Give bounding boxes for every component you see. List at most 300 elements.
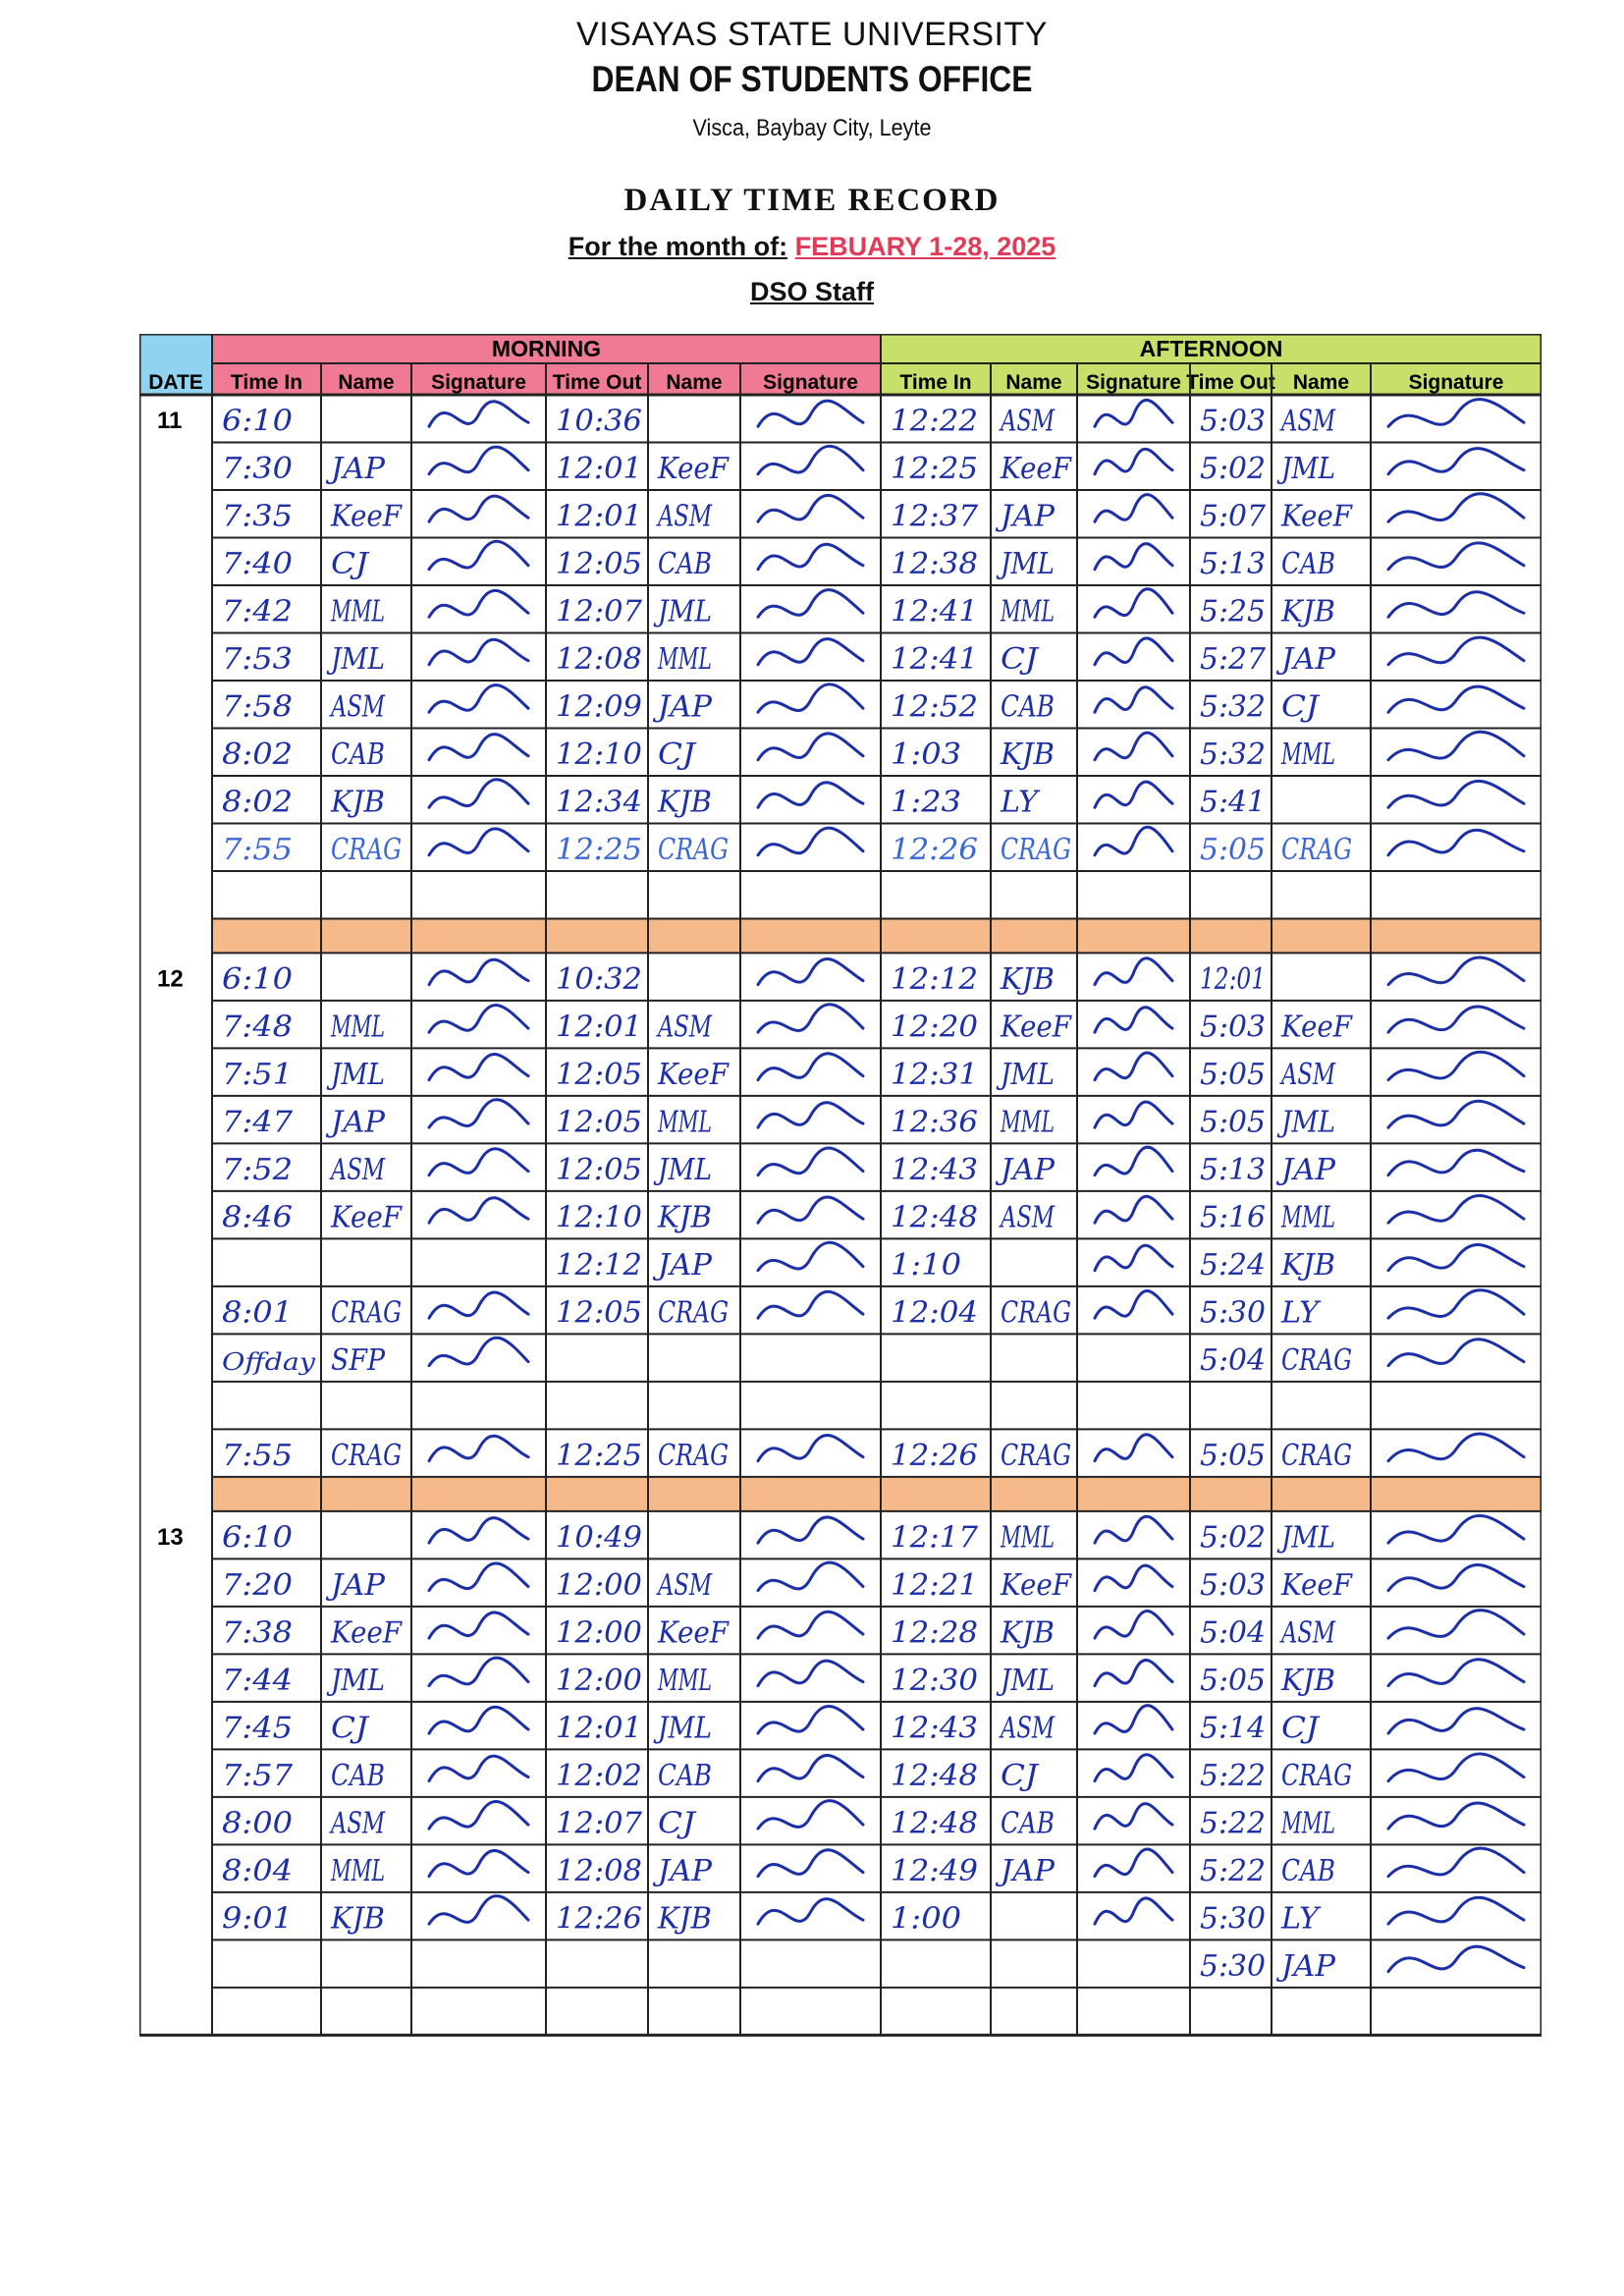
entry-name: KeeF [657, 1615, 731, 1651]
entry-time: 5:22 [1200, 1853, 1266, 1888]
signature [1388, 592, 1524, 617]
signature [758, 1197, 863, 1223]
entry-name: MML [1000, 594, 1055, 629]
entry-time: Offday [222, 1347, 316, 1376]
entry-time: 7:55 [222, 833, 293, 867]
entry-time: 12:48 [891, 1200, 978, 1235]
entry-name: KJB [1280, 1247, 1335, 1283]
entry-name: JML [995, 547, 1055, 581]
signature [1388, 1564, 1524, 1590]
entry-name: JML [995, 1663, 1055, 1698]
entry-name: CJ [331, 1711, 371, 1746]
signature [1388, 1052, 1524, 1079]
signature [758, 1801, 863, 1829]
signature [1388, 1339, 1524, 1366]
signature [1095, 958, 1172, 985]
entry-time: 12:05 [556, 1057, 642, 1092]
signature [1095, 1102, 1172, 1127]
signature [429, 1707, 528, 1733]
entry-time: 12:05 [556, 1152, 642, 1187]
entry-time: 6:10 [222, 961, 293, 997]
entry-time: 12:52 [891, 689, 978, 725]
signature [1388, 637, 1524, 665]
signature [1095, 449, 1172, 473]
entry-time: 9:01 [222, 1901, 293, 1937]
signature [758, 1436, 863, 1461]
entry-time: 12:09 [556, 689, 642, 725]
entry-name: KeeF [330, 499, 404, 534]
entry-name: ASM [998, 1711, 1056, 1746]
entry-name: ASM [328, 1806, 386, 1841]
entry-name: JAP [651, 689, 713, 725]
entry-time: 7:45 [222, 1711, 293, 1746]
office-address: Visca, Baybay City, Leyte [692, 115, 932, 141]
column-header: Signature [1408, 371, 1504, 394]
signature [429, 1518, 528, 1543]
entry-time: 1:00 [891, 1901, 961, 1937]
entry-time: 12:04 [891, 1295, 978, 1331]
entry-name: CRAG [1281, 833, 1352, 867]
signature [1388, 1754, 1524, 1781]
entry-time: 12:48 [891, 1758, 978, 1793]
entry-name: LY [1279, 1901, 1323, 1937]
entry-time: 12:12 [891, 961, 978, 997]
entry-time: 12:02 [556, 1758, 642, 1793]
entry-name: CRAG [331, 833, 402, 867]
entry-name: KJB [1000, 1615, 1055, 1651]
signature [1388, 732, 1524, 759]
entry-time: 12:00 [556, 1663, 642, 1698]
signature [1388, 494, 1524, 521]
entry-time: 12:10 [556, 1200, 642, 1235]
signature [429, 1198, 528, 1223]
entry-name: MML [657, 1105, 712, 1140]
entry-time: 7:57 [222, 1758, 294, 1793]
entry-time: 12:26 [891, 1438, 978, 1473]
entry-time: 5:30 [1200, 1295, 1266, 1331]
entry-time: 5:32 [1200, 689, 1266, 725]
signature [429, 447, 528, 474]
entry-time: 8:46 [222, 1200, 293, 1235]
signature [1388, 1196, 1524, 1224]
column-header: Time Out [1186, 371, 1275, 394]
signature [758, 1755, 863, 1780]
signature [429, 590, 528, 617]
month-value: FEBUARY 1-28, 2025 [794, 232, 1056, 261]
entry-time: 8:00 [222, 1806, 293, 1841]
entry-time: 8:01 [222, 1295, 293, 1331]
signature [758, 1850, 863, 1877]
entry-name: MML [330, 1853, 385, 1888]
entry-name: JAP [1274, 642, 1336, 677]
entry-time: 12:08 [556, 642, 642, 677]
entry-time: 5:03 [1200, 404, 1266, 439]
signature [758, 1242, 863, 1270]
signature [758, 590, 863, 618]
entry-name: KJB [330, 1901, 385, 1937]
entry-time: 7:47 [222, 1105, 294, 1140]
entry-time: 12:20 [891, 1010, 978, 1045]
entry-name: ASM [328, 1152, 386, 1187]
entry-name: CRAG [331, 1295, 402, 1331]
signature [758, 1661, 863, 1685]
entry-name: JAP [651, 1247, 713, 1283]
entry-name: LY [999, 785, 1042, 820]
entry-name: KeeF [1000, 1010, 1073, 1045]
signature [758, 1148, 863, 1175]
entry-time: 10:49 [556, 1520, 642, 1556]
entry-time: 5:02 [1200, 452, 1266, 486]
signature [758, 639, 863, 665]
entry-name: ASM [1278, 1615, 1336, 1651]
signature [1095, 638, 1172, 665]
entry-name: KeeF [1280, 1010, 1354, 1045]
entry-time: 8:04 [222, 1853, 293, 1888]
signature [429, 1149, 528, 1175]
entry-time: 12:26 [891, 833, 978, 867]
entry-time: 5:05 [1200, 1663, 1266, 1698]
entry-name: KeeF [657, 452, 731, 486]
entry-name: JML [325, 1663, 385, 1698]
signature [758, 495, 863, 521]
entry-name: SFP [331, 1342, 386, 1378]
entry-name: KeeF [1000, 452, 1073, 486]
entry-time: 12:26 [556, 1901, 642, 1937]
entry-name: KeeF [657, 1057, 731, 1092]
entry-time: 12:08 [556, 1853, 642, 1888]
entry-time: 5:30 [1200, 1901, 1266, 1937]
entry-name: CJ [1281, 1711, 1322, 1746]
signature [1388, 1434, 1524, 1461]
entry-time: 7:40 [222, 547, 293, 581]
entry-time: 5:02 [1200, 1520, 1266, 1556]
entry-name: JAP [1274, 1152, 1336, 1187]
signature [1095, 1660, 1172, 1685]
entry-name: MML [657, 642, 712, 677]
entry-name: JML [652, 1711, 712, 1746]
signature [429, 402, 528, 426]
month-label: For the month of: [568, 232, 788, 261]
signature [1388, 781, 1524, 807]
entry-name: ASM [1278, 1057, 1336, 1092]
entry-time: 5:13 [1200, 547, 1266, 581]
entry-time: 12:01 [1200, 961, 1266, 997]
column-header: Name [1292, 371, 1350, 394]
signature [429, 1801, 528, 1829]
entry-time: 12:17 [891, 1520, 979, 1556]
entry-name: KJB [1000, 738, 1055, 772]
entry-time: 7:38 [222, 1615, 293, 1651]
signature [1388, 1245, 1524, 1271]
signature [1388, 1515, 1524, 1543]
entry-name: KeeF [330, 1615, 404, 1651]
signature [1388, 1611, 1524, 1638]
signature [1095, 589, 1172, 617]
entry-name: CRAG [1281, 1342, 1352, 1378]
signature [429, 639, 528, 664]
entry-time: 5:05 [1200, 833, 1266, 867]
column-header: Name [338, 371, 395, 394]
entry-time: 10:36 [556, 404, 642, 439]
entry-name: MML [330, 594, 385, 629]
entry-name: CAB [1001, 689, 1055, 725]
signature [429, 1055, 528, 1080]
signature [1388, 1101, 1524, 1127]
entry-name: CRAG [1281, 1438, 1352, 1473]
entry-name: MML [1280, 1806, 1335, 1841]
signature [1388, 400, 1524, 427]
signature [758, 1706, 863, 1733]
entry-time: 12:01 [556, 1010, 642, 1045]
entry-time: 12:22 [891, 404, 978, 439]
column-header: Name [1005, 371, 1062, 394]
signature [1095, 1147, 1172, 1175]
entry-name: KeeF [1280, 1567, 1354, 1603]
signature [429, 735, 528, 760]
entry-time: 1:23 [891, 785, 961, 820]
signature [429, 1100, 528, 1127]
entry-time: 12:05 [556, 547, 642, 581]
entry-name: CRAG [1281, 1758, 1352, 1793]
entry-name: JAP [994, 1152, 1056, 1187]
signature [1095, 1611, 1172, 1638]
entry-name: CRAG [331, 1438, 402, 1473]
signature [758, 684, 863, 712]
entry-time: 12:43 [891, 1152, 978, 1187]
entry-name: JML [1275, 1105, 1335, 1140]
signature [1388, 1709, 1524, 1733]
entry-time: 7:20 [222, 1567, 293, 1603]
signature [1095, 1898, 1172, 1924]
entry-name: JAP [324, 1567, 386, 1603]
entry-time: 5:41 [1200, 785, 1266, 820]
afternoon-label: AFTERNOON [1139, 336, 1283, 361]
entry-name: LY [1279, 1295, 1323, 1331]
entry-time: 12:28 [891, 1615, 978, 1651]
entry-time: 12:41 [891, 642, 978, 677]
entry-name: CRAG [658, 833, 729, 867]
entry-time: 12:01 [556, 499, 642, 534]
entry-time: 7:35 [222, 499, 293, 534]
signature [758, 1103, 863, 1127]
entry-name: JML [1275, 1520, 1335, 1556]
entry-name: KJB [657, 1901, 712, 1937]
entry-name: CJ [1001, 642, 1041, 677]
signature [429, 1006, 528, 1033]
entry-name: KeeF [1000, 1567, 1073, 1603]
signature [1095, 1053, 1172, 1080]
signature [429, 685, 528, 713]
entry-name: CRAG [658, 1438, 729, 1473]
signature [429, 959, 528, 984]
column-header: Time In [230, 371, 303, 394]
entry-name: JAP [324, 452, 386, 486]
signature [1095, 1196, 1172, 1223]
entry-name: ASM [655, 499, 713, 534]
entry-time: 12:21 [891, 1567, 978, 1603]
signature [758, 1005, 863, 1032]
entry-name: KJB [1280, 594, 1335, 629]
form-title: DAILY TIME RECORD [623, 183, 1001, 218]
entry-time: 5:03 [1200, 1010, 1266, 1045]
entry-name: CRAG [1001, 833, 1071, 867]
signature [1095, 495, 1172, 522]
entry-time: 7:30 [222, 452, 293, 486]
entry-time: 5:24 [1200, 1247, 1266, 1283]
signature [1095, 544, 1172, 570]
entry-time: 7:52 [222, 1152, 293, 1187]
signature [1095, 782, 1172, 807]
entry-time: 12:38 [891, 547, 978, 581]
entry-name: JAP [1274, 1948, 1336, 1984]
signature [758, 1291, 863, 1318]
entry-name: MML [1000, 1105, 1055, 1140]
entry-name: CJ [1001, 1758, 1041, 1793]
entry-time: 12:01 [556, 1711, 642, 1746]
entry-time: 5:13 [1200, 1152, 1266, 1187]
signature [758, 1612, 863, 1638]
entry-time: 12:10 [556, 738, 642, 772]
signature [758, 734, 863, 760]
entry-time: 12:00 [556, 1567, 642, 1603]
signature [1388, 1660, 1524, 1686]
signature [1095, 1706, 1172, 1733]
signature [1095, 1245, 1172, 1270]
column-header: Time Out [552, 371, 642, 394]
signature [1388, 1007, 1524, 1032]
column-header: Name [666, 371, 723, 394]
signature [429, 829, 528, 855]
signature [1388, 1946, 1524, 1971]
entry-time: 12:00 [556, 1615, 642, 1651]
signature [758, 1054, 863, 1080]
entry-time: 5:27 [1200, 642, 1267, 677]
entry-time: 5:04 [1200, 1342, 1266, 1378]
signature [758, 401, 863, 426]
entry-time: 12:07 [556, 1806, 643, 1841]
signature [1388, 449, 1524, 474]
entry-name: ASM [655, 1010, 713, 1045]
date-label: 12 [157, 965, 184, 993]
staff-group: DSO Staff [749, 277, 874, 306]
signature [1095, 827, 1172, 854]
entry-name: CAB [1281, 547, 1335, 581]
signature [429, 1563, 528, 1591]
entry-time: 12:05 [556, 1105, 642, 1140]
entry-time: 7:53 [222, 642, 293, 677]
entry-time: 10:32 [556, 961, 642, 997]
entry-time: 6:10 [222, 404, 293, 439]
entry-time: 5:03 [1200, 1567, 1266, 1603]
entry-name: KJB [1000, 961, 1055, 997]
entry-name: KJB [1280, 1663, 1335, 1698]
entry-name: CRAG [658, 1295, 729, 1331]
signature [429, 1658, 528, 1685]
entry-time: 5:32 [1200, 738, 1266, 772]
entry-name: KJB [330, 785, 385, 820]
entry-time: 12:31 [891, 1057, 978, 1092]
signature [1095, 1849, 1172, 1877]
column-header: Signature [431, 371, 526, 394]
entry-time: 12:05 [556, 1295, 642, 1331]
entry-time: 12:41 [891, 594, 978, 629]
entry-name: CAB [658, 547, 712, 581]
entry-time: 12:34 [556, 785, 642, 820]
signature [429, 780, 528, 807]
entry-name: KJB [657, 785, 712, 820]
entry-name: CAB [1001, 1806, 1055, 1841]
entry-time: 5:22 [1200, 1758, 1266, 1793]
entry-name: ASM [998, 404, 1056, 439]
entry-name: CRAG [1001, 1438, 1071, 1473]
entry-time: 12:01 [556, 452, 642, 486]
entry-name: CAB [1281, 1853, 1335, 1888]
signature [1388, 830, 1524, 854]
signature [1388, 1897, 1524, 1924]
entry-name: MML [1280, 738, 1335, 772]
entry-name: ASM [998, 1200, 1056, 1235]
signature [1095, 1804, 1172, 1829]
signature [429, 1613, 528, 1638]
entry-time: 12:12 [556, 1247, 642, 1283]
date-label: 13 [157, 1523, 184, 1551]
signature [1388, 686, 1524, 712]
signature [429, 496, 528, 521]
entry-time: 12:25 [556, 1438, 642, 1473]
signature [758, 959, 863, 985]
month-line [0, 232, 1624, 262]
signature [1095, 400, 1172, 426]
signature [1388, 1803, 1524, 1829]
entry-time: 12:30 [891, 1663, 978, 1698]
entry-name: JAP [651, 1853, 713, 1888]
entry-time: 12:36 [891, 1105, 978, 1140]
entry-name: KeeF [330, 1200, 404, 1235]
signature [1388, 1150, 1524, 1175]
entry-time: 8:02 [222, 738, 293, 772]
entry-name: CAB [331, 738, 385, 772]
signature [1095, 1516, 1172, 1543]
entry-name: MML [657, 1663, 712, 1698]
entry-time: 7:48 [222, 1010, 293, 1045]
signature [758, 828, 863, 855]
signature [429, 1756, 528, 1780]
signature [1388, 1290, 1524, 1318]
signature [429, 1896, 528, 1924]
signature [758, 783, 863, 807]
date-header: DATE [148, 371, 203, 394]
entry-time: 5:16 [1200, 1200, 1266, 1235]
signature [1095, 1291, 1172, 1319]
column-header: Signature [763, 371, 858, 394]
entry-time: 12:48 [891, 1806, 978, 1841]
signature [758, 1899, 863, 1924]
entry-name: CJ [658, 738, 698, 772]
entry-name: ASM [328, 689, 386, 725]
signature [758, 1562, 863, 1590]
entry-time: 5:30 [1200, 1948, 1266, 1984]
entry-time: 12:37 [891, 499, 979, 534]
entry-time: 12:25 [556, 833, 642, 867]
entry-name: CAB [658, 1758, 712, 1793]
entry-name: JAP [994, 1853, 1056, 1888]
entry-name: MML [1000, 1520, 1055, 1556]
entry-name: MML [1280, 1200, 1335, 1235]
signature [758, 544, 863, 569]
entry-time: 5:04 [1200, 1615, 1266, 1651]
entry-time: 8:02 [222, 785, 293, 820]
entry-time: 12:49 [891, 1853, 978, 1888]
